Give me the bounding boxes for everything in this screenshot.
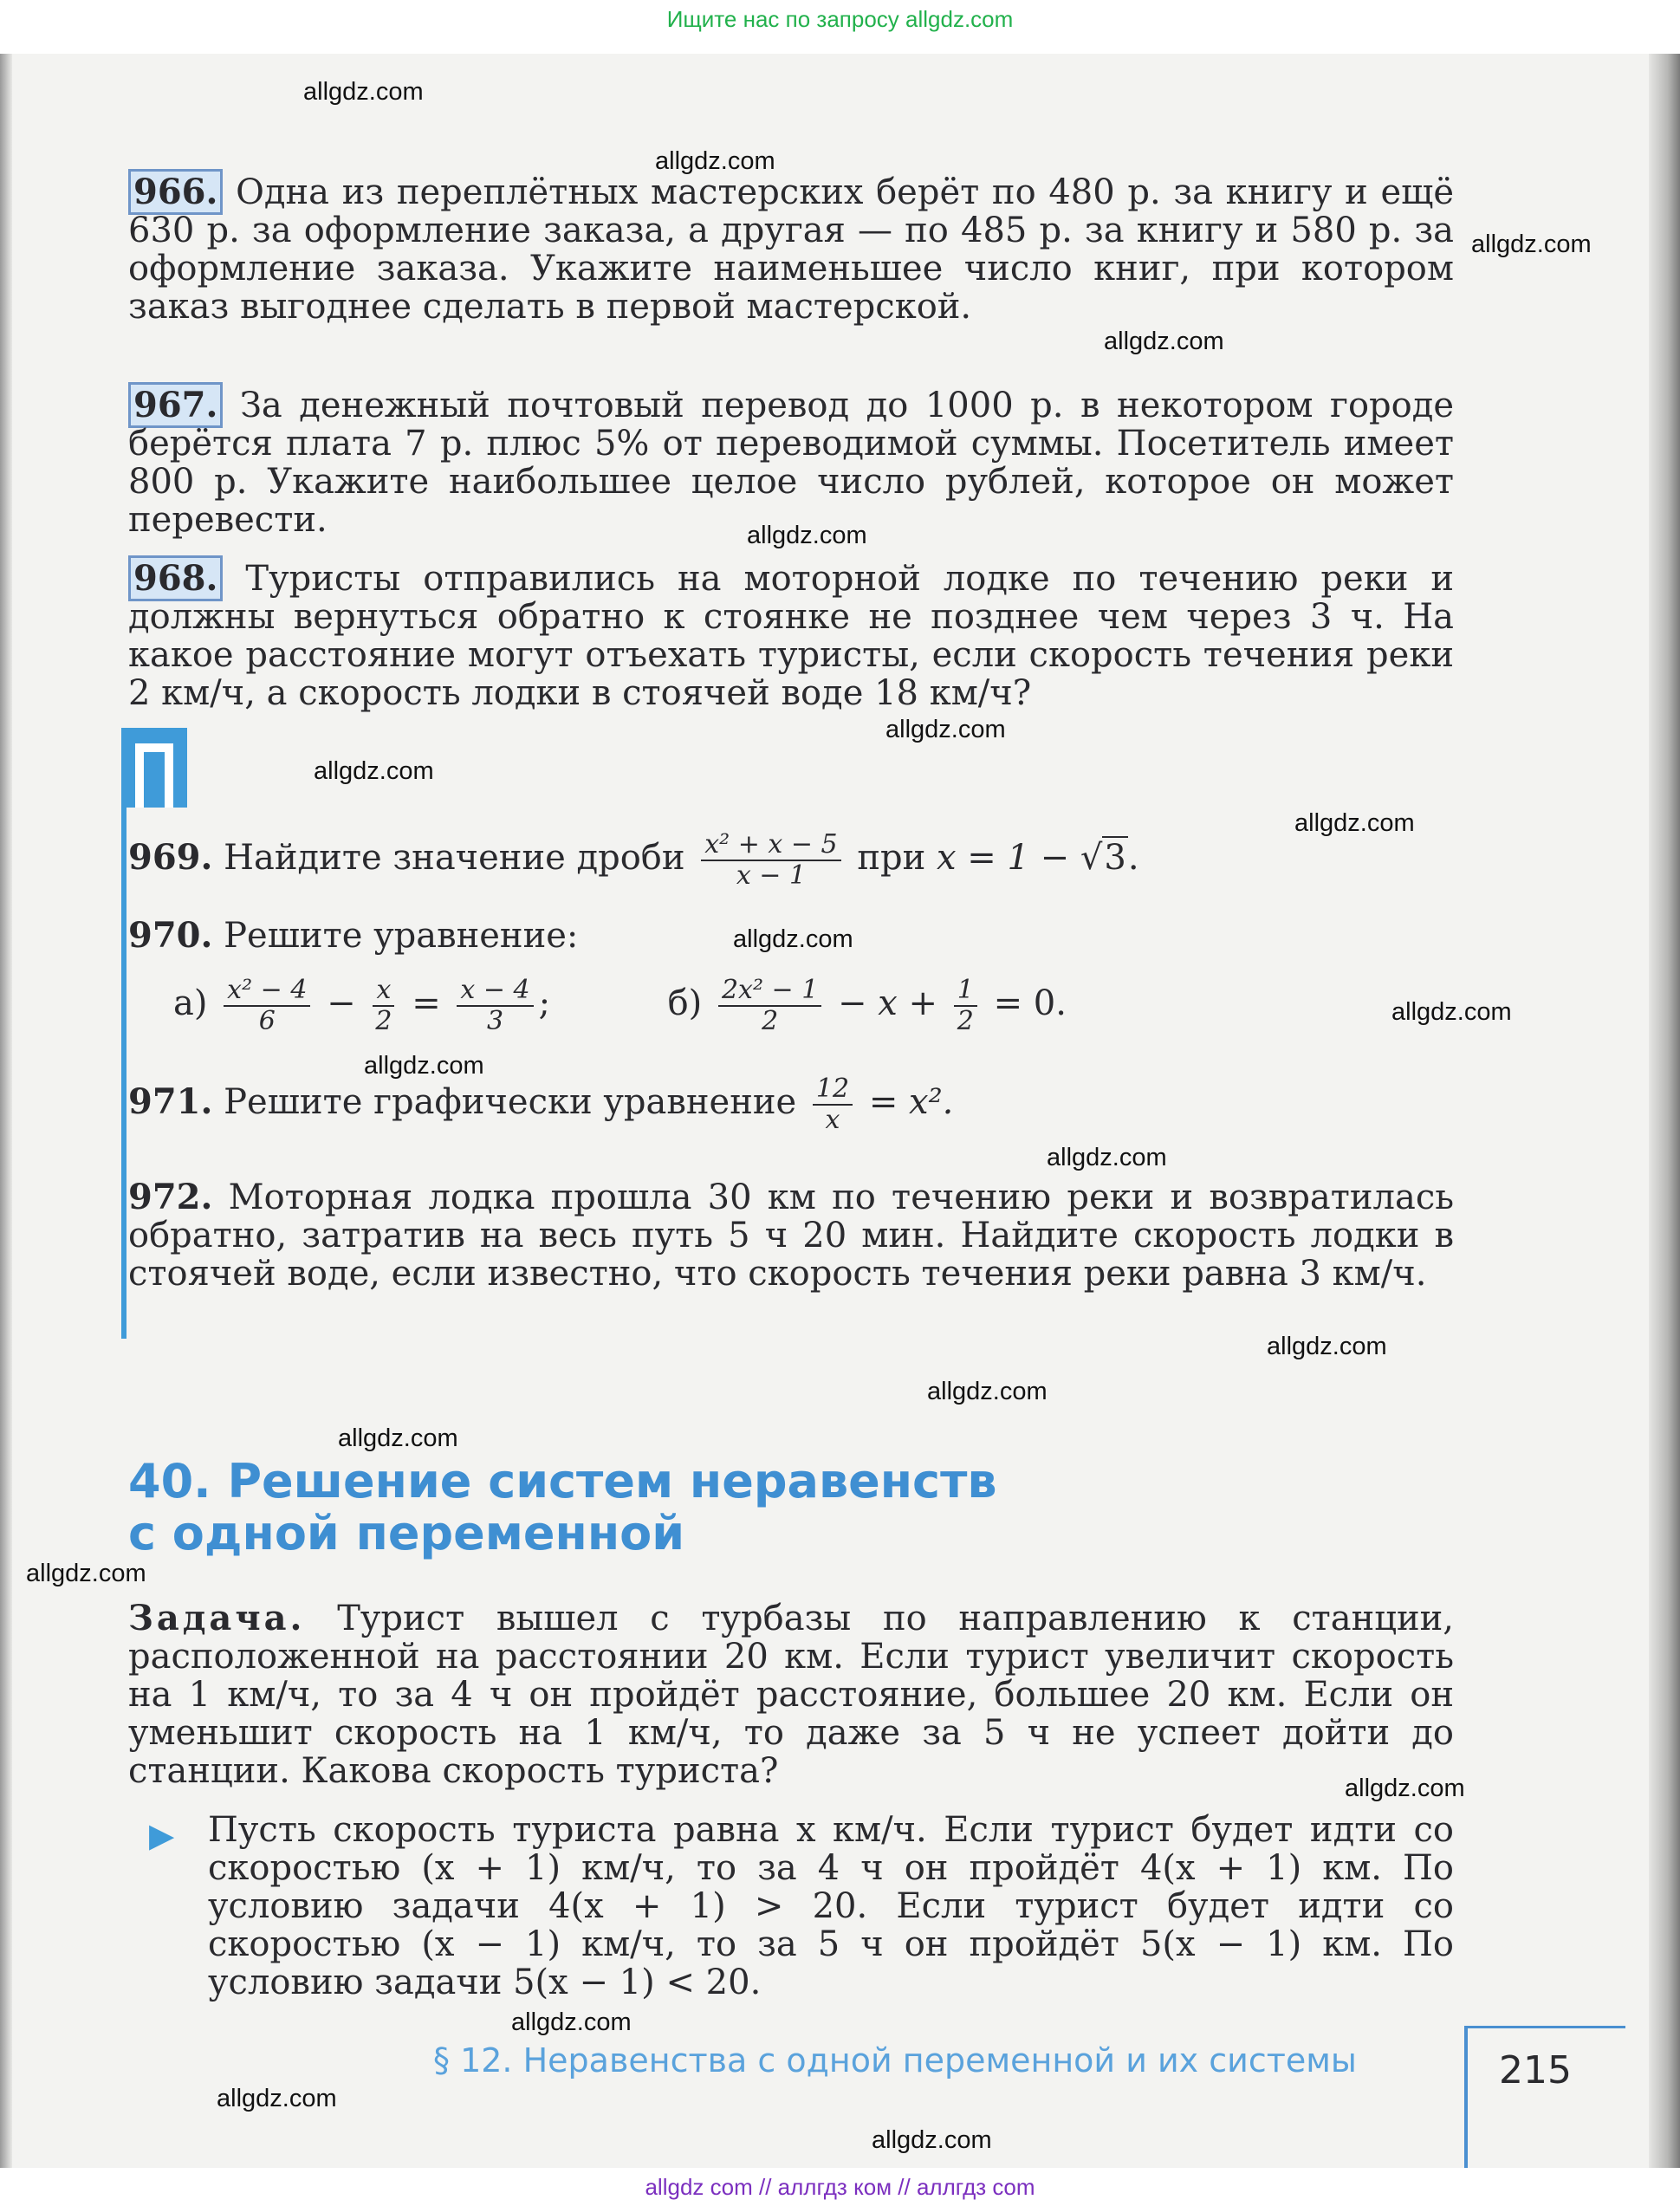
top-banner: Ищите нас по запросу allgdz.com (666, 6, 1014, 32)
watermark: allgdz.com (1104, 328, 1224, 355)
watermark: allgdz.com (1294, 809, 1415, 837)
exercise-number: 968. (128, 555, 223, 601)
exercise-971: 971. Решите графически уравнение $\frac{12}{x}$ = x². (128, 1074, 954, 1135)
watermark: allgdz.com (364, 1052, 484, 1080)
exercise-968 (128, 560, 1454, 712)
fraction: $\frac{\text{x² + x − 5}}{x - 1}$ (701, 830, 840, 891)
watermark: allgdz.com (217, 2085, 337, 2112)
exercise-number: 969. (128, 837, 213, 878)
exercise-966 (128, 173, 1454, 326)
watermark: allgdz.com (314, 757, 434, 785)
exercise-text: Решите графически уравнение (224, 1082, 797, 1122)
task-label: Задача. (128, 1598, 306, 1638)
exercise-number: 971. (128, 1081, 213, 1122)
fraction: $\frac{12}{x}$ (813, 1074, 853, 1135)
exercise-text: Решите уравнение: (224, 916, 579, 956)
watermark: allgdz.com (1391, 998, 1512, 1026)
page-left-edge (0, 54, 12, 2168)
exercise-text: Найдите значение дроби (224, 838, 685, 878)
sqrt-value: 3 (1104, 838, 1126, 878)
exercise-text: За денежный почтовый перевод до 1000 р. в некотором городе берётся плата 7 р. плюс 5% от переводимой суммы. Посетитель имеет 800 р. Укажите наибольшее целое число рублей, которое он может перевести. (128, 386, 1455, 540)
repetition-badge-icon (121, 728, 187, 808)
watermark: allgdz.com (733, 925, 853, 953)
watermark: allgdz.com (1047, 1144, 1167, 1171)
bottom-banner: allgdz com // аллгдз ком // аллгдз com (0, 2168, 1680, 2206)
repetition-margin-line (121, 806, 126, 1339)
watermark: allgdz.com (1345, 1775, 1465, 1802)
watermark: allgdz.com (511, 2008, 632, 2036)
watermark: allgdz.com (747, 522, 867, 549)
solution-text: Пусть скорость туриста равна x км/ч. Если турист будет идти со скоростью (x + 1) км/ч, то за 4 ч он пройдёт 4(x + 1) км. По условию задачи 4(x + 1) > 20. Если турист будет идти со скоростью (x − 1) км/ч, то за 5 ч он пройдёт 5(x − 1) км. По условию задачи 5(x − 1) < 20. (208, 1810, 1454, 2002)
exercise-text: Одна из переплётных мастерских берёт по 480 р. за книгу и ещё 630 р. за оформление заказа, а другая — по 485 р. за книгу и 580 р. за оформление заказа. Укажите наименьшее число книг, при котором заказ выгоднее сделать в первой мастерской. (128, 172, 1454, 327)
exercise-text: Моторная лодка прошла 30 км по течению реки и возвратилась обратно, затратив на весь путь 5 ч 20 мин. Найдите скорость лодки в стоячей воде, если известно, что скорость течения реки равна 3 км/ч. (128, 1178, 1454, 1294)
page-spine-shadow (1649, 54, 1680, 2168)
watermark: allgdz.com (1267, 1333, 1387, 1360)
task-statement (128, 1599, 1454, 1790)
exercise-number: 972. (128, 1177, 213, 1217)
footer-rule-horizontal (1464, 2026, 1625, 2028)
watermark: allgdz.com (655, 147, 775, 175)
watermark: allgdz.com (927, 1378, 1048, 1405)
watermark: allgdz.com (26, 1560, 146, 1587)
exercise-number: 967. (128, 382, 223, 428)
exercise-number: 966. (128, 169, 223, 215)
watermark: allgdz.com (1471, 230, 1592, 258)
exercise-969: 969. Найдите значение дроби $\frac{\text{x² + x − 5}}{x - 1}$ при x = 1 − √3. (128, 829, 1139, 891)
exercise-970-equations: а) $\frac{\text{x² − 4}}{6}$ − $\frac{x}{2}$ = $\frac{x - 4}{3}$ ; б) $\frac{\text{2x² − 1}}{2}$ − x + $\frac{1}{2}$ = 0. (173, 975, 1067, 1036)
watermark: allgdz.com (338, 1424, 458, 1452)
task-text: Турист вышел с турбазы по направлению к станции, расположенной на расстоянии 20 км. Если турист увеличит скорость на 1 км/ч, то за 4 ч он пройдёт расстояние, большее 20 км. Если он уменьшит скорость на 1 км/ч, то даже за 5 ч не успеет дойти до станции. Какова скорость туриста? (128, 1599, 1454, 1791)
chapter-footer: § 12. Неравенства с одной переменной и их системы (433, 2041, 1357, 2079)
exercise-967 (128, 386, 1454, 539)
solution-arrow-icon: ▶ (149, 1816, 175, 1854)
exercise-972 (128, 1178, 1454, 1293)
watermark: allgdz.com (872, 2126, 992, 2154)
watermark: allgdz.com (885, 716, 1006, 743)
page-number: 215 (1499, 2048, 1572, 2092)
watermark: allgdz.com (303, 78, 424, 106)
section-title: 40. Решение систем неравенств с одной переменной (128, 1454, 997, 1560)
footer-rule-vertical (1464, 2026, 1468, 2168)
exercise-number: 970. (128, 915, 213, 956)
exercise-text: Туристы отправились на моторной лодке по течению реки и должны вернуться обратно к стоянке не позднее чем через 3 ч. На какое расстояние могут отъехать туристы, если скорость течения реки 2 км/ч, а скорость лодки в стоячей воде 18 км/ч? (128, 559, 1454, 713)
